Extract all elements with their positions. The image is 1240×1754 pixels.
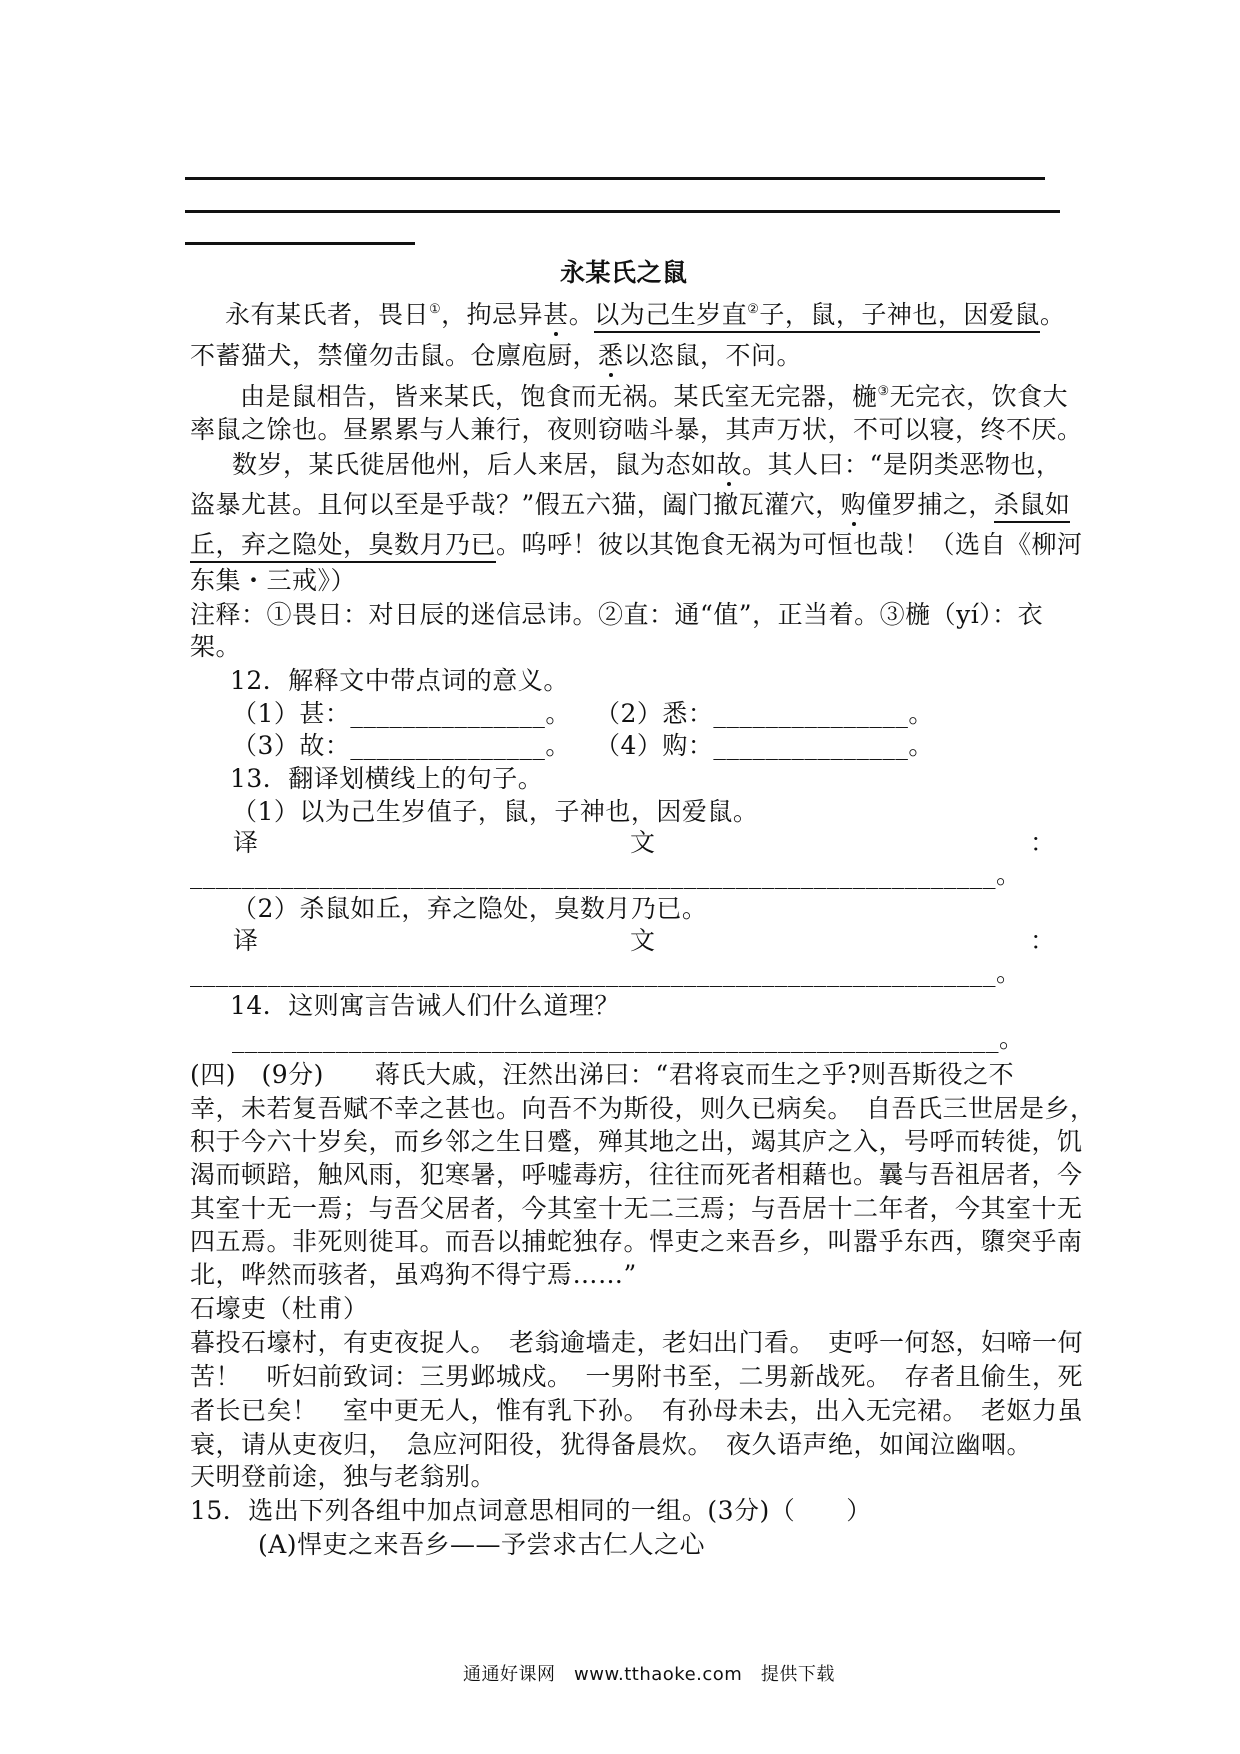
q12-item-4: （4）购：_______________。 [595, 731, 934, 760]
sec4-line1: (四) (9分) 蒋氏大戚，汪然出涕曰：“君将哀而生之乎?则吾斯役之不 [190, 1060, 1015, 1089]
poem-line4: 衰，请从吏夜归， 急应河阳役，犹得备晨炊。 夜久语声绝，如闻泣幽咽。 [190, 1430, 1033, 1459]
q13-wen-2: 文 [630, 926, 656, 955]
q13-sentence-2: （2）杀鼠如丘，弃之隐处，臭数月乃已。 [232, 894, 708, 923]
q12-item-1: （1）甚：_______________。 [232, 699, 571, 728]
sec4-line6: 四五焉。非死则徙耳。而吾以捕蛇独存。悍吏之来吾乡，叫嚣乎东西，隳突乎南 [190, 1227, 1083, 1256]
sec4-line3: 积于今六十岁矣，而乡邻之生日蹙，殚其地之出，竭其庐之入，号呼而转徙，饥 [190, 1127, 1083, 1156]
answer-line-3 [185, 242, 415, 245]
q12-stem: 12．解释文中带点词的意义。 [230, 666, 569, 695]
q13-blank-2: ______________________________________________________________。 [190, 958, 1022, 987]
notes-line2: 架。 [190, 632, 242, 661]
underlined-sentence-2b: 丘，弃之隐处，臭数月乃已 [190, 530, 496, 563]
q12-item-3: （3）故：_______________。 [232, 731, 571, 760]
q14-stem: 14．这则寓言告诫人们什么道理？ [230, 991, 620, 1020]
dotted-word-gou: 购 [840, 490, 867, 519]
q12-item-2: （2）悉：_______________。 [595, 699, 934, 728]
passage-title: 永某氏之鼠 [560, 258, 688, 287]
poem-title: 石壕吏（杜甫） [190, 1294, 369, 1323]
dotted-word-shen: 甚 [543, 300, 569, 329]
notes-line1: 注释：①畏日：对日辰的迷信忌讳。②直：通“值”，正当着。③椸（yí）：衣 [190, 600, 1044, 629]
poem-line1: 暮投石壕村，有吏夜捉人。 老翁逾墙走，老妇出门看。 吏呼一何怒，妇啼一何 [190, 1328, 1084, 1357]
dotted-word-gu: 故 [716, 450, 743, 479]
q13-yi-2: 译 [233, 926, 259, 955]
q13-stem: 13．翻译划横线上的句子。 [230, 764, 544, 793]
q13-wen-1: 文 [630, 828, 656, 857]
passage-p1-line1: 永有某氏者，畏日①，拘忌异甚。以为己生岁直②子，鼠，子神也，因爱鼠。 [225, 298, 1065, 332]
answer-line-2 [185, 210, 1060, 213]
passage-p3-line2: 盗暴尤甚。且何以至是乎哉？”假五六猫，阖门撤瓦灌穴，购僮罗捕之，杀鼠如 [190, 488, 1070, 522]
q13-sentence-1: （1）以为己生岁值子，鼠，子神也，因爱鼠。 [232, 797, 759, 826]
passage-p3-line1: 数岁，某氏徙居他州，后人来居，鼠为态如故。其人曰：“是阴类恶物也， [232, 450, 1062, 479]
passage-p3-line4: 东集・三戒》） [190, 566, 357, 595]
sec4-line2: 幸，未若复吾赋不幸之甚也。向吾不为斯役，则久已病矣。 自吾氏三世居是乡， [190, 1094, 1096, 1123]
q13-colon-1: ： [1030, 828, 1056, 857]
q14-blank: ___________________________________________________________。 [232, 1024, 1025, 1053]
sec4-line7: 北，哗然而骇者，虽鸡狗不得宁焉……” [190, 1260, 637, 1289]
page-footer: 通通好课网 www.tthaoke.com 提供下载 [463, 1664, 835, 1685]
q13-yi-1: 译 [233, 828, 259, 857]
underlined-sentence-2a: 杀鼠如 [994, 490, 1071, 523]
q15-stem: 15．选出下列各组中加点词意思相同的一组。(3分)（ ） [190, 1496, 872, 1525]
passage-p2-line2: 率鼠之馀也。昼累累与人兼行，夜则窃啮斗暴，其声万状，不可以寝，终不厌。 [190, 415, 1083, 444]
poem-line2: 苦！ 听妇前致词：三男邺城戍。 一男附书至，二男新战死。 存者且偷生，死 [190, 1362, 1084, 1391]
q13-blank-1: ______________________________________________________________。 [190, 860, 1022, 889]
q15-option-a: (A)悍吏之来吾乡——予尝求古仁人之心 [258, 1530, 706, 1559]
dotted-word-xi: 悉 [598, 341, 624, 370]
poem-line3: 者长已矣！ 室中更无人，惟有乳下孙。 有孙母未去，出入无完裙。 老妪力虽 [190, 1396, 1084, 1425]
answer-line-1 [185, 177, 1045, 180]
passage-p2-line1: 由是鼠相告，皆来某氏，饱食而无祸。某氏室无完器，椸③无完衣，饮食大 [240, 382, 1069, 411]
q13-colon-2: ： [1030, 926, 1056, 955]
underlined-sentence-1: 以为己生岁直②子，鼠，子神也，因爱鼠 [594, 300, 1040, 333]
sec4-line5: 其室十无一焉；与吾父居者，今其室十无二三焉；与吾居十二年者，今其室十无 [190, 1194, 1083, 1223]
poem-line5: 天明登前途，独与老翁别。 [190, 1462, 497, 1491]
passage-p1-line2: 不蓄猫犬，禁僮勿击鼠。仓廪庖厨，悉以恣鼠，不问。 [190, 341, 803, 370]
sec4-line4: 渴而顿踣，触风雨，犯寒暑，呼嘘毒疠，往往而死者相藉也。曩与吾祖居者，今 [190, 1160, 1083, 1189]
passage-p3-line3: 丘，弃之隐处，臭数月乃已。呜呼！彼以其饱食无祸为可恒也哉！（选自《柳河 [190, 528, 1083, 562]
